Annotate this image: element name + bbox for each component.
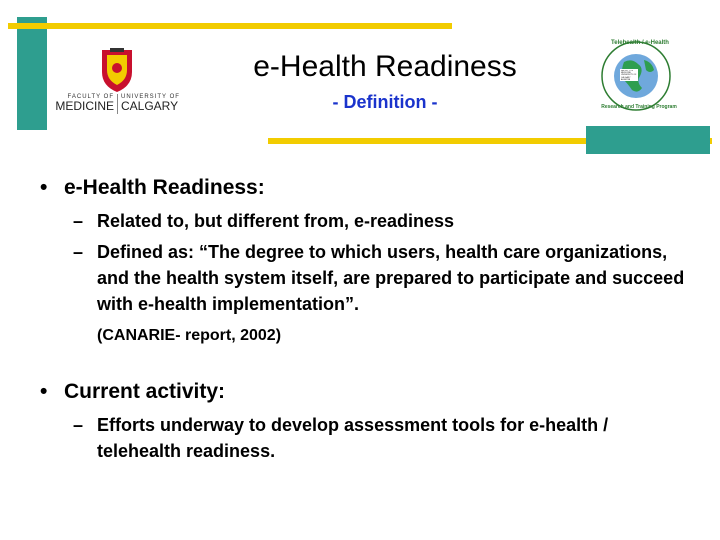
logo-ring-bottom-text: Research and Training Program [601,104,677,110]
logo-university-of: UNIVERSITY OF [121,94,180,100]
telehealth-program-logo [588,40,684,112]
university-logo [50,46,185,114]
dash-symbol: – [73,211,84,231]
reference-citation: (CANARIE- report, 2002) [97,327,282,344]
logo-center-text: FACULTY OF MEDICINE UNIVERSITY OF CALGARY ALBERTA [621,70,637,81]
slide-content [36,174,700,464]
page-title: e-Health Readiness [253,50,517,83]
logo-medicine: MEDICINE [55,99,114,113]
sub-bullet-item [36,412,677,464]
top-gold-line [8,23,452,29]
logo-ring-top-text: Telehealth / e-Health [611,40,669,46]
dash-symbol: – [73,242,84,262]
bullet-heading: e-Health Readiness: [64,176,265,199]
dash-symbol: – [73,415,84,435]
sub-bullet-text: Defined as: “The degree to which users, health care organizations, and the health system itself, are prepared to participate and succeed with e-health implementation”. [97,242,685,314]
sub-bullet-item [36,208,700,234]
right-teal-box [586,126,710,154]
logo-calgary: CALGARY [121,99,179,113]
bullet-heading: Current activity: [64,380,226,403]
sub-bullet-text: Related to, but different from, e-readiness [97,211,455,231]
sub-bullet-text: Efforts underway to develop assessment tools for e-health / telehealth readiness. [97,415,609,461]
bullet-symbol: • [40,380,48,403]
sub-bullet-item [36,239,697,317]
logo-faculty-of: FACULTY OF [67,94,114,100]
page-subtitle: - Definition - [332,92,438,112]
bullet-item [36,174,700,202]
bullet-symbol: • [40,176,48,199]
left-teal-bar [17,17,47,130]
bullet-item [36,378,700,406]
